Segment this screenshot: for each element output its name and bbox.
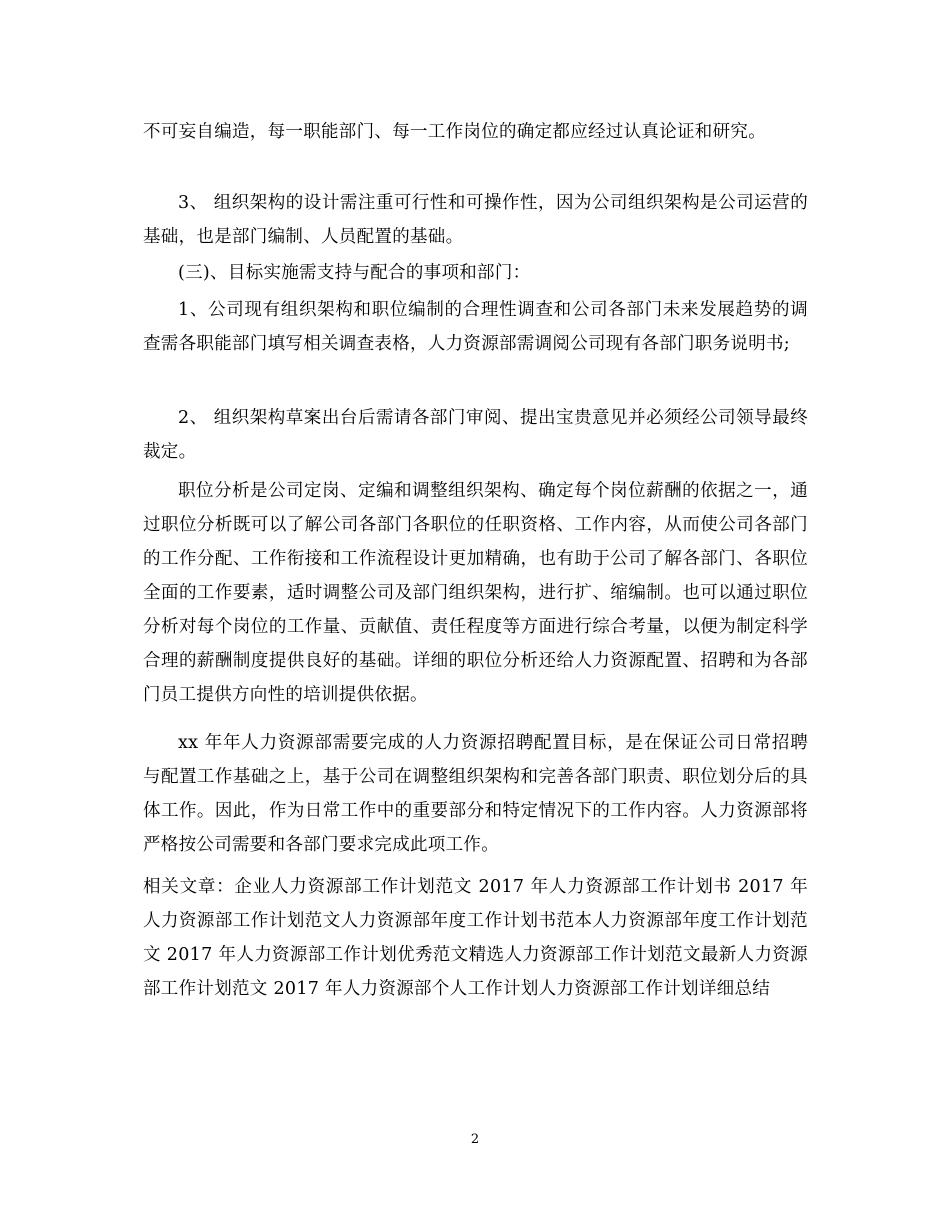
- paragraph-item-3: [143, 186, 808, 254]
- paragraph: xx 年年人力资源部需要完成的人力资源招聘配置目标，是在保证公司日常招聘与配置工作基础之上，基于公司在调整组织架构和完善各部门职责、职位划分后的具体工作。因此，作为日常工作中的重要部分和特定情况下的工作内容。人力资源部将严格按公司需要和各部门要求完成此项工作。: [143, 733, 808, 855]
- paragraph-continuation: [143, 115, 808, 149]
- paragraph-job-analysis: [143, 474, 808, 712]
- section-heading-3: [143, 256, 808, 290]
- paragraph-recruitment: [143, 726, 808, 862]
- page-number: 2: [470, 1132, 480, 1147]
- paragraph-related-articles: [143, 870, 808, 1006]
- paragraph: 1、公司现有组织架构和职位编制的合理性调查和公司各部门未来发展趋势的调查需各职能部门填写相关调查表格，人力资源部需调阅公司现有各部门职务说明书;: [143, 300, 808, 354]
- paragraph: 3、 组织架构的设计需注重可行性和可操作性，因为公司组织架构是公司运营的基础，也是部门编制、人员配置的基础。: [143, 193, 808, 247]
- paragraph: 职位分析是公司定岗、定编和调整组织架构、确定每个岗位薪酬的依据之一，通过职位分析既可以了解公司各部门各职位的任职资格、工作内容，从而使公司各部门的工作分配、工作衔接和工作流程设计更加精确，也有助于公司了解各部门、各职位全面的工作要素，适时调整公司及部门组织架构，进行扩、缩编制。也可以通过职位分析对每个岗位的工作量、贡献值、责任程度等方面进行综合考量，以便为制定科学合理的薪酬制度提供良好的基础。详细的职位分析还给人力资源配置、招聘和为各部门员工提供方向性的培训提供依据。: [143, 481, 808, 705]
- paragraph-item-1: [143, 293, 808, 361]
- paragraph-item-2: [143, 401, 808, 469]
- paragraph: 2、 组织架构草案出台后需请各部门审阅、提出宝贵意见并必须经公司领导最终裁定。: [143, 408, 808, 462]
- section-heading: (三)、目标实施需支持与配合的事项和部门：: [178, 263, 531, 283]
- paragraph: 不可妄自编造，每一职能部门、每一工作岗位的确定都应经过认真论证和研究。: [143, 122, 766, 142]
- related-articles: 相关文章：企业人力资源部工作计划范文 2017 年人力资源部工作计划书 2017 年人力资源部工作计划范文人力资源部年度工作计划书范本人力资源部年度工作计划范文 2017 年人力资源部工作计划优秀范文精选人力资源部工作计划范文最新人力资源部工作计划范文 2017 年人力资源部个人工作计划人力资源部工作计划详细总结: [143, 877, 808, 999]
